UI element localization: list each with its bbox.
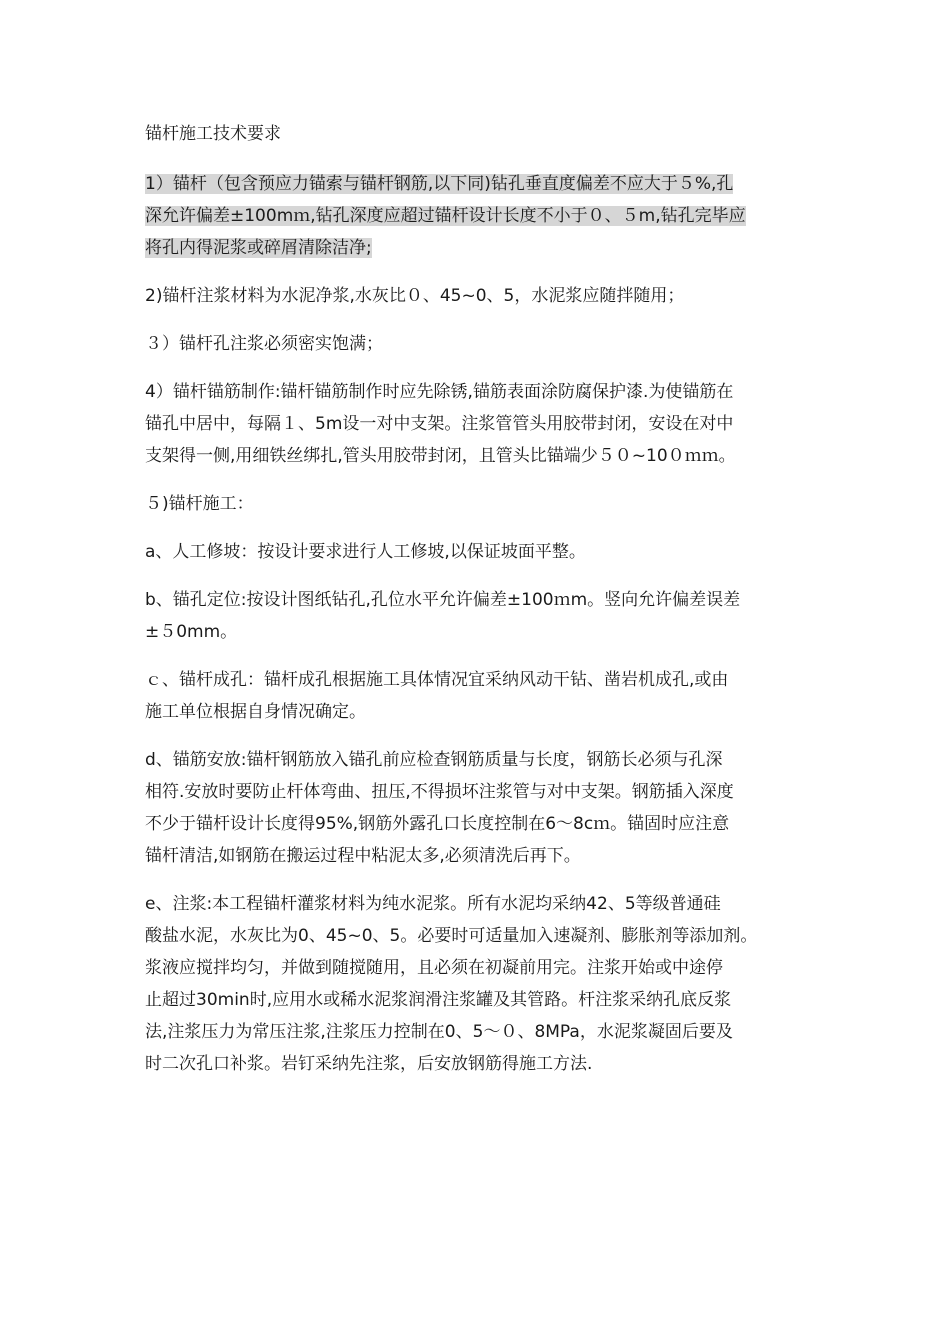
paragraph-line: 时二次孔口补浆。岩钉采纳先注浆，后安放钢筋得施工方法. <box>145 1054 593 1074</box>
document-title: 锚杆施工技术要求 <box>145 124 281 144</box>
paragraph-line: ５)锚杆施工： <box>145 494 254 514</box>
paragraph-9 <box>145 744 815 872</box>
paragraph-line: ３）锚杆孔注浆必须密实饱满； <box>145 334 383 354</box>
paragraph-3 <box>145 328 815 360</box>
paragraph-line: ｃ、锚杆成孔：锚杆成孔根据施工具体情况宜采纳风动干钻、凿岩机成孔,或由 <box>145 670 729 690</box>
paragraph-line: 锚孔中居中，每隔１、5m设一对中支架。注浆管管头用胶带封闭，安设在对中 <box>145 414 734 434</box>
paragraph-line: d、锚筋安放:锚杆钢筋放入锚孔前应检查钢筋质量与长度，钢筋长必须与孔深 <box>145 750 723 770</box>
paragraph-line: b、锚孔定位:按设计图纸钻孔,孔位水平允许偏差±100ｍm。竖向允许偏差误差 <box>145 590 741 610</box>
paragraph-line: 4）锚杆锚筋制作:锚杆锚筋制作时应先除锈,锚筋表面涂防腐保护漆.为使锚筋在 <box>145 382 734 402</box>
paragraph-line: 1）锚杆（包含预应力锚索与锚杆钢筋,以下同)钻孔垂直度偏差不应大于５%,孔 <box>145 174 734 194</box>
document-body <box>145 118 815 1096</box>
paragraph-line: 酸盐水泥，水灰比为0、45~0、5。必要时可适量加入速凝剂、膨胀剂等添加剂。 <box>145 926 758 946</box>
paragraph-line: 深允许偏差±100mｍ,钻孔深度应超过锚杆设计长度不小于０、５m,钻孔完毕应 <box>145 206 746 226</box>
paragraph-line: 施工单位根据自身情况确定。 <box>145 702 366 722</box>
paragraph-line: 支架得一侧,用细铁丝绑扎,管头用胶带封闭，且管头比锚端少５０~10０ｍｍ。 <box>145 446 736 466</box>
paragraph-1 <box>145 168 815 264</box>
paragraph-line: 法,注浆压力为常压注浆,注浆压力控制在0、5～０、8MPa，水泥浆凝固后要及 <box>145 1022 733 1042</box>
paragraph-8 <box>145 664 815 728</box>
paragraph-line: e、注浆:本工程锚杆灌浆材料为纯水泥浆。所有水泥均采纳42、5等级普通硅 <box>145 894 721 914</box>
paragraph-line: 相符.安放时要防止杆体弯曲、扭压,不得损坏注浆管与对中支架。钢筋插入深度 <box>145 782 734 802</box>
paragraph-6 <box>145 536 815 568</box>
paragraph-line: ±５0mm。 <box>145 622 238 642</box>
paragraph-10 <box>145 888 815 1080</box>
paragraph-4 <box>145 376 815 472</box>
paragraph-5 <box>145 488 815 520</box>
paragraph-line: 锚杆清洁,如钢筋在搬运过程中粘泥太多,必须清洗后再下。 <box>145 846 581 866</box>
paragraph-2 <box>145 280 815 312</box>
paragraph-line: 2)锚杆注浆材料为水泥净浆,水灰比０、45~0、5，水泥浆应随拌随用； <box>145 286 685 306</box>
paragraph-line: 浆液应搅拌均匀，并做到随搅随用，且必须在初凝前用完。注浆开始或中途停 <box>145 958 723 978</box>
paragraph-line: a、人工修坡：按设计要求进行人工修坡,以保证坡面平整。 <box>145 542 586 562</box>
paragraph-line: 止超过30min时,应用水或稀水泥浆润滑注浆罐及其管路。杆注浆采纳孔底反浆 <box>145 990 732 1010</box>
paragraph-line: 将孔内得泥浆或碎屑清除洁净; <box>145 238 372 258</box>
paragraph-7 <box>145 584 815 648</box>
paragraph-line: 不少于锚杆设计长度得95%,钢筋外露孔口长度控制在6～8cｍ。锚固时应注意 <box>145 814 730 834</box>
